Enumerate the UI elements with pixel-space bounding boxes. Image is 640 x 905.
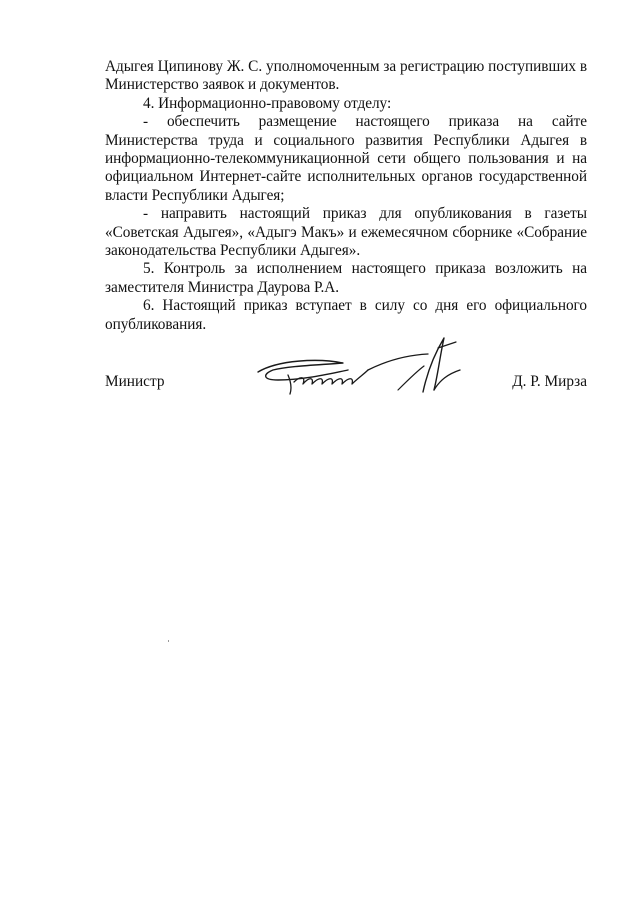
paragraph-item-5: 5. Контроль за исполнением настоящего приказа возложить на заместителя Министра Даурова Р.А. bbox=[105, 260, 587, 296]
scan-speck bbox=[168, 640, 169, 642]
paragraph-item-4-publish-website: - обеспечить размещение настоящего приказа на сайте Министерства труда и социального развития Республики Адыгея в информационно-телекоммуникационной сети общего пользования и на официальном Интернет-сайте исполнительных органов государственной власти Республики Адыгея; bbox=[105, 113, 587, 204]
document-body bbox=[105, 58, 587, 334]
paragraph-item-4: 4. Информационно-правовому отделу: bbox=[143, 94, 392, 112]
signatory-title: Министр bbox=[105, 373, 165, 390]
signatory-name: Д. Р. Мирза bbox=[512, 373, 587, 390]
paragraph-item-6: 6. Настоящий приказ вступает в силу со дня его официального опубликования. bbox=[105, 297, 587, 333]
signature-block bbox=[105, 330, 587, 410]
handwritten-signature bbox=[248, 330, 463, 405]
paragraph-item-4-publish-newspapers: - направить настоящий приказ для опубликования в газеты «Советская Адыгея», «Адыгэ Макъ» и ежемесячном сборнике «Собрание законодательства Республики Адыгея». bbox=[105, 205, 587, 260]
paragraph-registration-responsible: Адыгея Ципинову Ж. С. уполномоченным за регистрацию поступивших в Министерство заявок и документов. bbox=[105, 58, 587, 94]
